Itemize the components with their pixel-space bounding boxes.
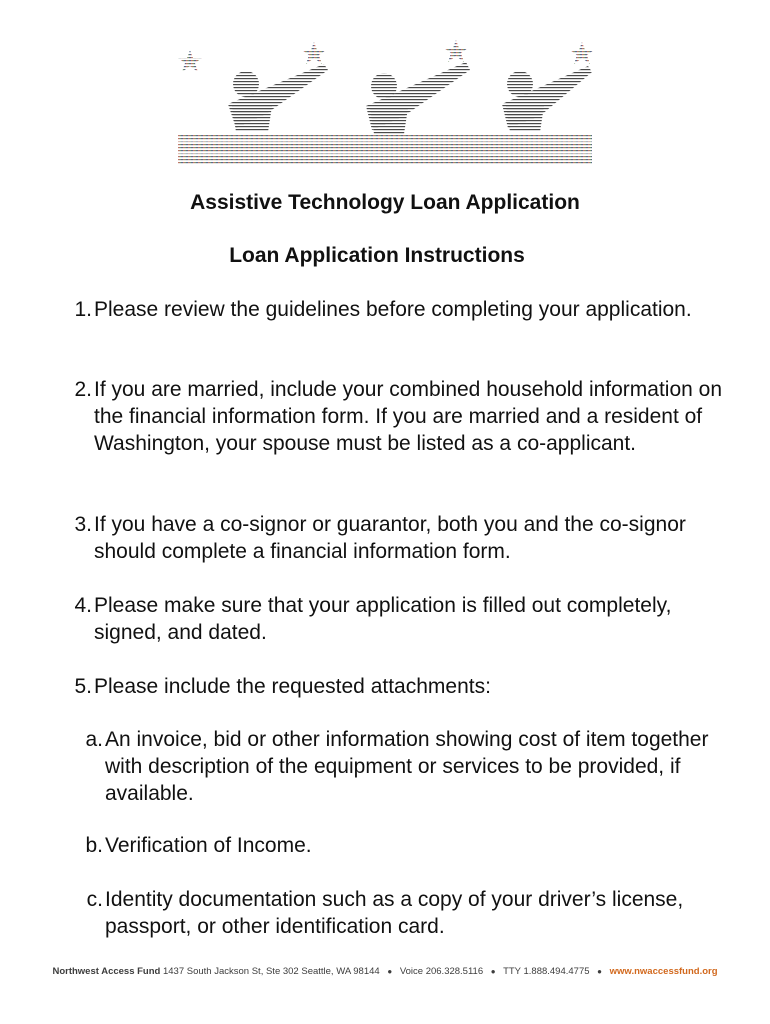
step-text: Please make sure that your application is filled out completely, signed, and dated.: [94, 594, 672, 644]
footer-tty: TTY 1.888.494.4775: [503, 966, 590, 977]
footer-address: 1437 South Jackson St, Ste 302 Seattle, WA 98144: [162, 966, 380, 977]
attachment-letter: c.: [86, 888, 103, 911]
instruction-step-4: [70, 592, 730, 646]
attachment-text: Verification of Income.: [105, 834, 312, 857]
step-number: 4.: [74, 594, 92, 617]
bullet-icon: ●: [387, 967, 393, 976]
step-text: Please review the guidelines before completing your application.: [94, 298, 692, 321]
step-number: 5.: [74, 675, 92, 698]
step-number: 2.: [74, 378, 92, 401]
instruction-step-3: [70, 511, 730, 565]
instruction-step-5: [70, 673, 730, 700]
figure-icon: [228, 62, 592, 134]
northwest-access-fund-logo: [176, 36, 594, 170]
attachment-letter: b.: [85, 834, 103, 857]
page-footer: [0, 965, 770, 979]
step-number: 3.: [74, 513, 92, 536]
step-text: If you have a co-signor or guarantor, both you and the co-signor should complete a financial information form.: [94, 513, 686, 563]
footer-org-name: Northwest Access Fund: [52, 966, 161, 977]
attachment-letter: a.: [85, 728, 103, 751]
bullet-icon: ●: [490, 967, 496, 976]
step-number: 1.: [74, 298, 92, 321]
attachment-text: Identity documentation such as a copy of your driver’s license, passport, or other identification card.: [105, 888, 684, 938]
attachment-text: An invoice, bid or other information showing cost of item together with description of the equipment or services to be provided, if available.: [105, 728, 709, 805]
instruction-step-2: [70, 376, 730, 457]
document-title: Assistive Technology Loan Application: [190, 191, 580, 214]
step-text: If you are married, include your combined household information on the financial information form. If you are married and a resident of Washington, your spouse must be listed as a co-applicant.: [94, 378, 723, 455]
attachment-item-a: [81, 726, 721, 807]
attachment-item-b: [81, 832, 721, 859]
instructions-heading: Loan Application Instructions: [229, 244, 525, 267]
instruction-step-1: [70, 296, 730, 323]
bullet-icon: ●: [597, 967, 603, 976]
footer-voice: Voice 206.328.5116: [399, 966, 484, 977]
footer-website-link[interactable]: www.nwaccessfund.org: [609, 966, 718, 977]
attachment-item-c: [81, 886, 721, 940]
star-icon: [178, 40, 594, 72]
step-text: Please include the requested attachments:: [94, 675, 491, 698]
wordmark-icon: [178, 134, 592, 164]
